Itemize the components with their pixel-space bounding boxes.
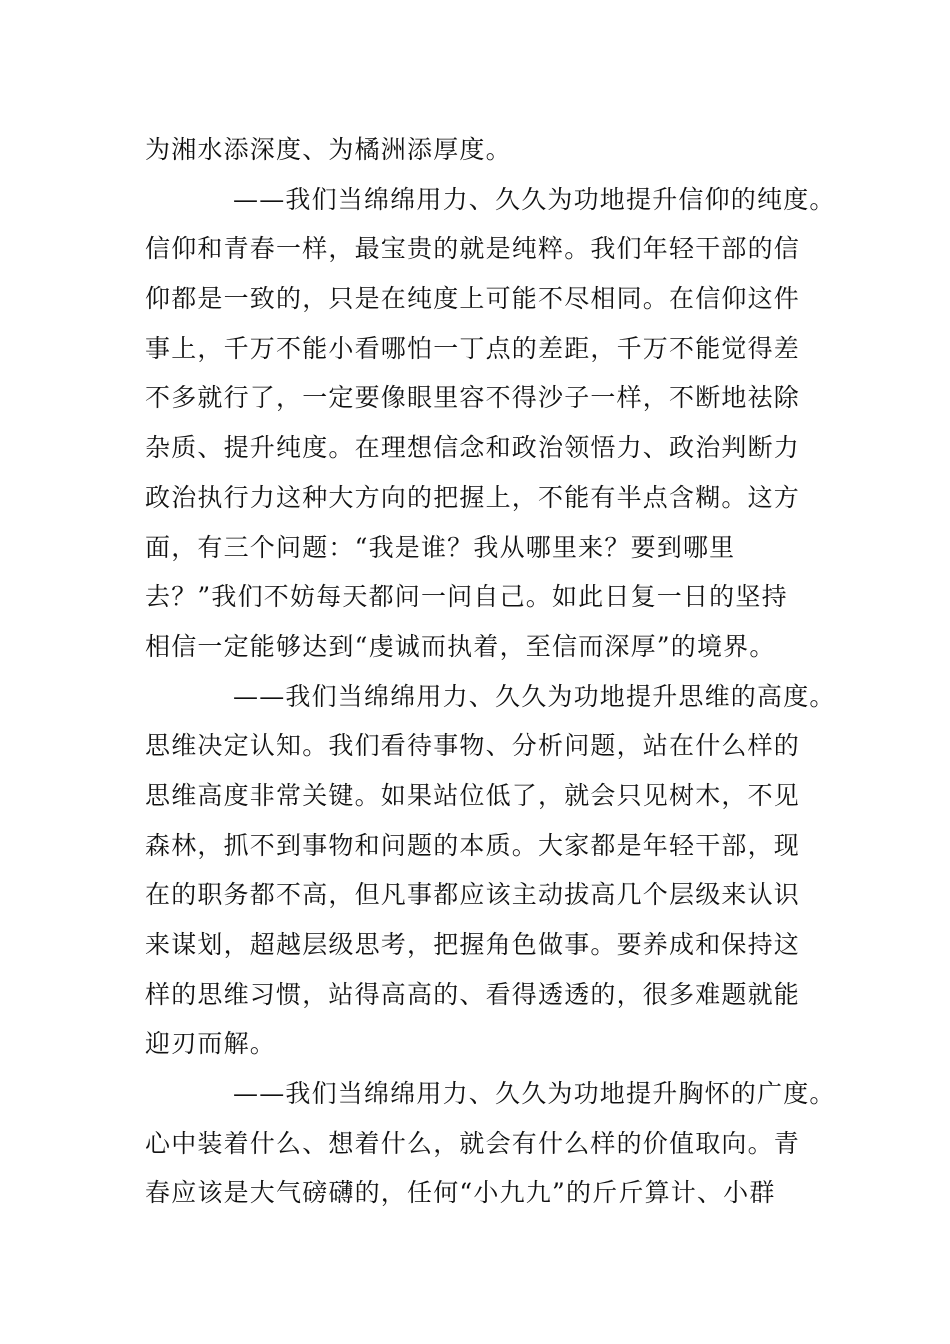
text-line: 在的职务都不高，但凡事都应该主动拔高几个层级来认识: [145, 880, 801, 910]
text-line: 为湘水添深度、为橘洲添厚度。: [145, 135, 512, 164]
text-line: 不多就行了，一定要像眼里容不得沙子一样，不断地祛除: [145, 383, 801, 413]
text-line: 相信一定能够达到“虔诚而执着，至信而深厚”的境界。: [145, 631, 776, 661]
text-line: 思维高度非常关键。如果站位低了，就会只见树木，不见: [145, 780, 801, 810]
document-body: [145, 125, 836, 1218]
section-heading-line: ——我们当绵绵用力、久久为功地提升胸怀的广度。: [233, 1079, 836, 1109]
text-line: 事上，千万不能小看哪怕一丁点的差距，千万不能觉得差: [145, 333, 801, 363]
text-line: 杂质、提升纯度。在理想信念和政治领悟力、政治判断力: [145, 433, 801, 463]
text-line: 来谋划，超越层级思考，把握角色做事。要养成和保持这: [145, 930, 801, 959]
text-line: 去？”我们不妨每天都问一问自己。如此日复一日的坚持: [145, 582, 788, 612]
text-line: 面，有三个问题：“我是谁？我从哪里来？要到哪里: [145, 532, 736, 562]
text-line: 春应该是大气磅礴的，任何“小九九”的斤斤算计、小群: [145, 1178, 776, 1208]
text-line: 政治执行力这种大方向的把握上，不能有半点含糊。这方: [145, 482, 801, 512]
text-line: 心中装着什么、想着什么，就会有什么样的价值取向。青: [145, 1128, 801, 1158]
text-line: 森林，抓不到事物和问题的本质。大家都是年轻干部，现: [145, 830, 801, 860]
text-line: 信仰和青春一样，最宝贵的就是纯粹。我们年轻干部的信: [145, 234, 801, 264]
section-heading-line: ——我们当绵绵用力、久久为功地提升思维的高度。: [233, 681, 836, 711]
text-line: 仰都是一致的，只是在纯度上可能不尽相同。在信仰这件: [145, 284, 801, 314]
text-line: 迎刃而解。: [145, 1029, 277, 1059]
text-line: 样的思维习惯，站得高高的、看得透透的，很多难题就能: [145, 979, 801, 1009]
text-line: 思维决定认知。我们看待事物、分析问题，站在什么样的: [145, 731, 801, 761]
section-heading-line: ——我们当绵绵用力、久久为功地提升信仰的纯度。: [233, 184, 836, 214]
